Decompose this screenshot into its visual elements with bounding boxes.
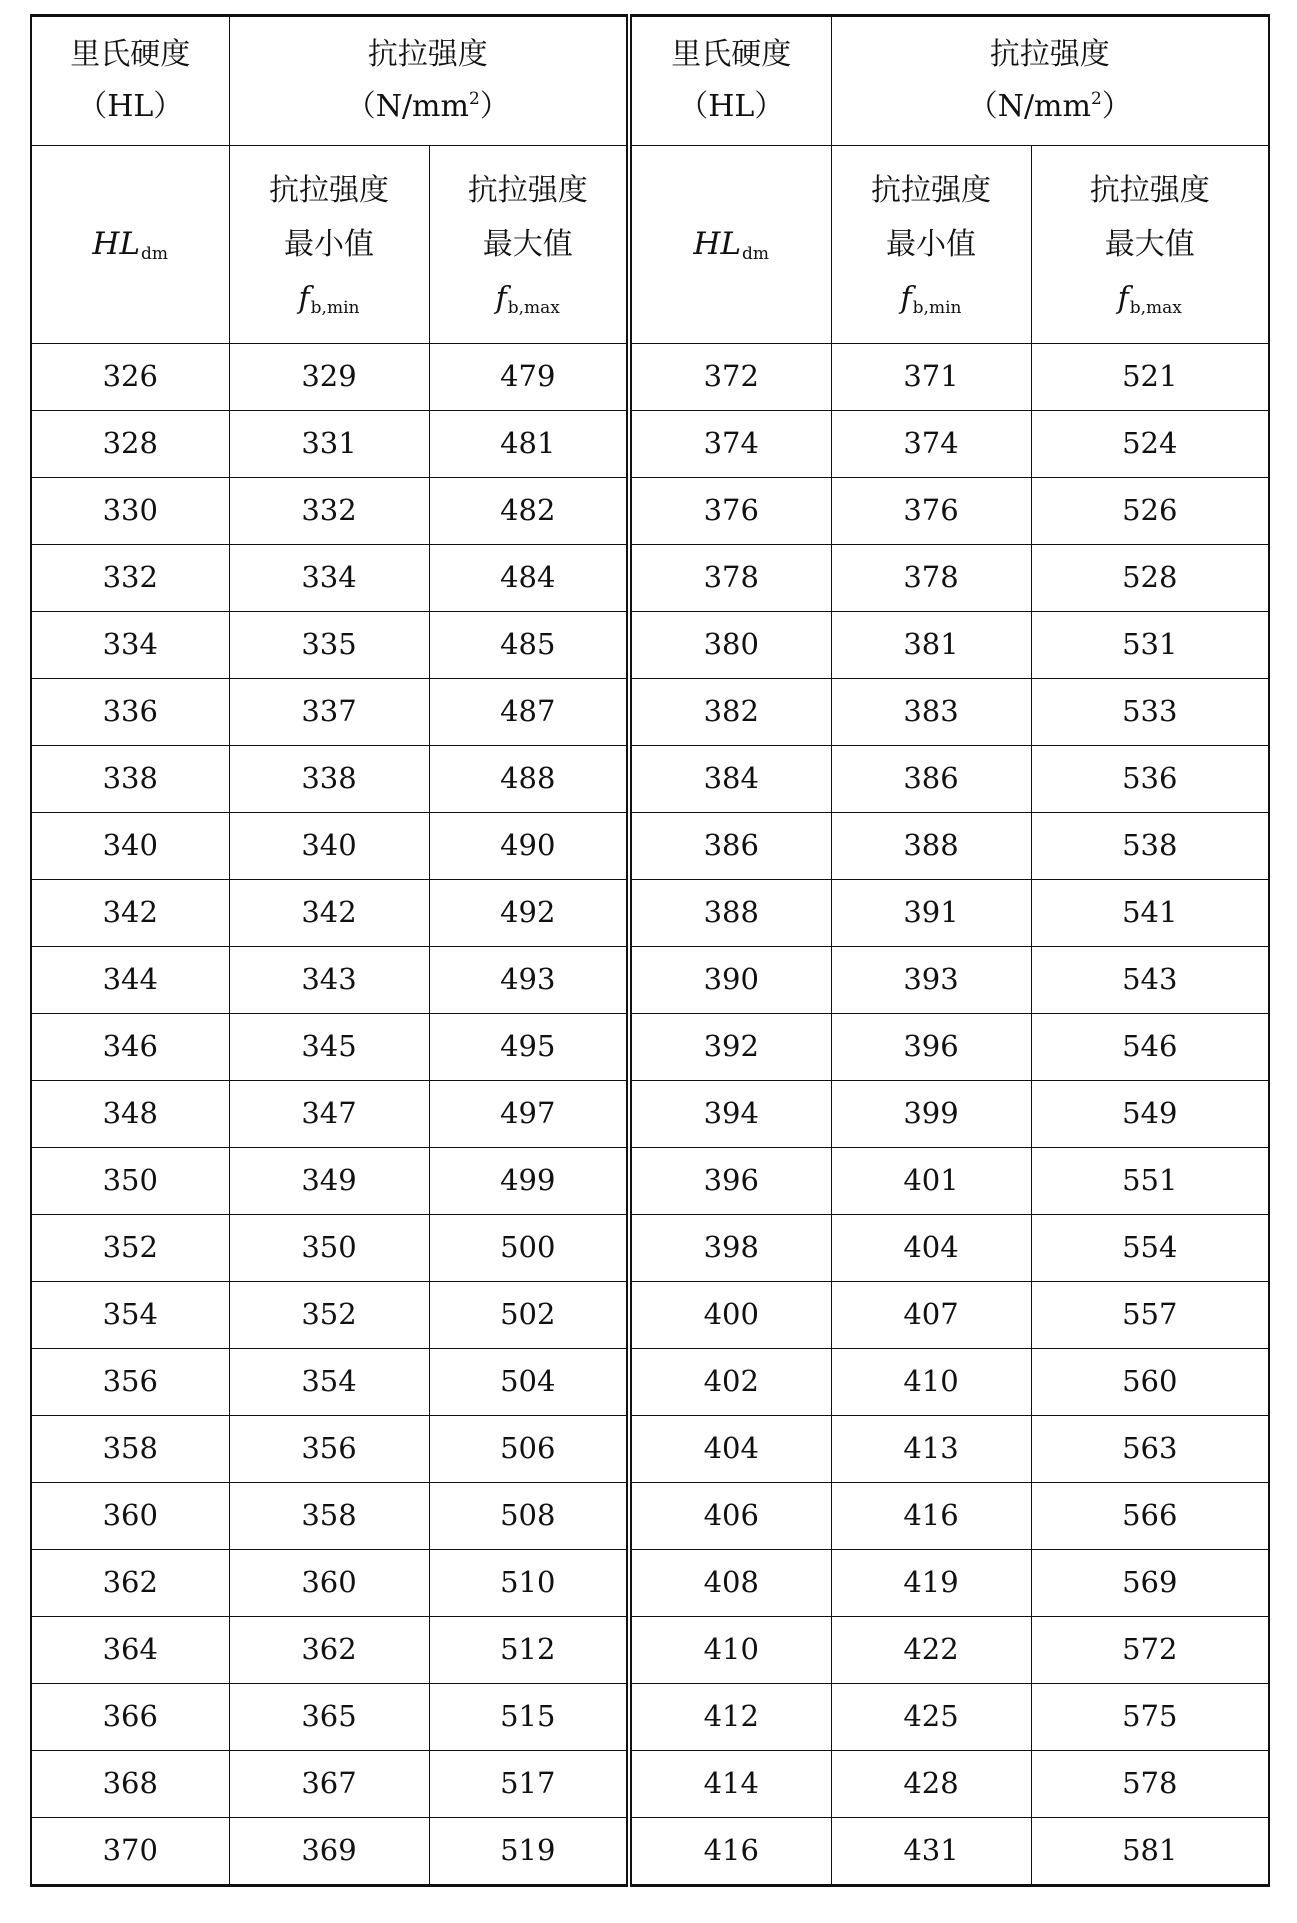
cell-min-right: 422 (831, 1617, 1031, 1684)
cell-hl-left: 330 (31, 478, 229, 545)
min-line2-left: 最小值 (284, 226, 374, 262)
hardness-strength-table (30, 14, 1270, 1887)
cell-max-right: 578 (1031, 1751, 1269, 1818)
cell-hl-left: 326 (31, 344, 229, 411)
cell-min-left: 332 (229, 478, 429, 545)
table-row (31, 813, 1269, 880)
cell-max-right: 526 (1031, 478, 1269, 545)
cell-max-right: 531 (1031, 612, 1269, 679)
header-hardness-left (31, 16, 229, 146)
table-row (31, 411, 1269, 478)
cell-min-left: 369 (229, 1818, 429, 1886)
cell-hl-right: 392 (629, 1014, 831, 1081)
cell-min-left: 334 (229, 545, 429, 612)
cell-hl-right: 400 (629, 1282, 831, 1349)
min-line1-left: 抗拉强度 (269, 172, 389, 208)
cell-max-left: 500 (429, 1215, 629, 1282)
min-symbol-line-right (832, 272, 1031, 326)
cell-max-right: 536 (1031, 746, 1269, 813)
max-symbol-right: f (1117, 280, 1129, 316)
cell-max-right: 533 (1031, 679, 1269, 746)
subheader-max-left (429, 146, 629, 344)
table-row (31, 1282, 1269, 1349)
cell-min-left: 343 (229, 947, 429, 1014)
cell-hl-right: 408 (629, 1550, 831, 1617)
cell-hl-left: 346 (31, 1014, 229, 1081)
cell-max-right: 575 (1031, 1684, 1269, 1751)
cell-hl-right: 402 (629, 1349, 831, 1416)
cell-max-right: 543 (1031, 947, 1269, 1014)
cell-max-right: 528 (1031, 545, 1269, 612)
cell-hl-left: 360 (31, 1483, 229, 1550)
cell-hl-right: 398 (629, 1215, 831, 1282)
cell-min-left: 329 (229, 344, 429, 411)
cell-max-right: 566 (1031, 1483, 1269, 1550)
max-subscript-left: b,max (507, 297, 560, 318)
table-body (31, 16, 1269, 1886)
cell-min-right: 393 (831, 947, 1031, 1014)
min-line2-right: 最小值 (886, 226, 976, 262)
max-line1-right: 抗拉强度 (1089, 172, 1210, 208)
cell-min-left: 342 (229, 880, 429, 947)
cell-hl-right: 372 (629, 344, 831, 411)
cell-max-left: 490 (429, 813, 629, 880)
cell-max-left: 519 (429, 1818, 629, 1886)
cell-min-right: 407 (831, 1282, 1031, 1349)
table-row (31, 344, 1269, 411)
hl-symbol-right: HL (693, 225, 742, 262)
strength-unit-right (832, 81, 1269, 134)
cell-min-left: 367 (229, 1751, 429, 1818)
cell-hl-left: 328 (31, 411, 229, 478)
cell-min-left: 360 (229, 1550, 429, 1617)
cell-min-right: 404 (831, 1215, 1031, 1282)
max-line2-left: 最大值 (482, 226, 573, 262)
cell-min-right: 413 (831, 1416, 1031, 1483)
cell-hl-left: 370 (31, 1818, 229, 1886)
cell-max-left: 495 (429, 1014, 629, 1081)
cell-min-right: 371 (831, 344, 1031, 411)
table-row (31, 1818, 1269, 1886)
table-row (31, 746, 1269, 813)
cell-max-right: 557 (1031, 1282, 1269, 1349)
min-subscript-left: b,min (310, 297, 360, 318)
table-row (31, 1617, 1269, 1684)
cell-hl-right: 388 (629, 880, 831, 947)
cell-max-left: 484 (429, 545, 629, 612)
cell-max-right: 541 (1031, 880, 1269, 947)
cell-hl-right: 396 (629, 1148, 831, 1215)
cell-min-left: 340 (229, 813, 429, 880)
cell-hl-left: 344 (31, 947, 229, 1014)
max-symbol-line-right (1032, 272, 1269, 326)
cell-min-right: 381 (831, 612, 1031, 679)
max-line1-left: 抗拉强度 (467, 172, 588, 208)
cell-hl-left: 356 (31, 1349, 229, 1416)
cell-min-right: 419 (831, 1550, 1031, 1617)
subheader-hl-right (629, 146, 831, 344)
table-row (31, 1148, 1269, 1215)
cell-hl-right: 390 (629, 947, 831, 1014)
cell-min-right: 410 (831, 1349, 1031, 1416)
cell-min-right: 431 (831, 1818, 1031, 1886)
cell-max-left: 508 (429, 1483, 629, 1550)
cell-hl-right: 384 (629, 746, 831, 813)
cell-hl-left: 336 (31, 679, 229, 746)
cell-min-left: 337 (229, 679, 429, 746)
cell-hl-left: 348 (31, 1081, 229, 1148)
cell-min-left: 354 (229, 1349, 429, 1416)
strength-unit-power-right: 2 (1090, 89, 1102, 109)
cell-max-right: 563 (1031, 1416, 1269, 1483)
header-strength-right (831, 16, 1269, 146)
hardness-unit-right: （HL） (678, 89, 785, 124)
cell-min-left: 356 (229, 1416, 429, 1483)
cell-min-right: 416 (831, 1483, 1031, 1550)
header-row-units (31, 16, 1269, 146)
max-line2-right: 最大值 (1104, 226, 1195, 262)
max-subscript-right: b,max (1129, 297, 1182, 318)
cell-max-left: 515 (429, 1684, 629, 1751)
cell-hl-right: 376 (629, 478, 831, 545)
cell-max-right: 560 (1031, 1349, 1269, 1416)
cell-hl-right: 416 (629, 1818, 831, 1886)
hardness-strength-table-container (30, 14, 1268, 1887)
max-symbol-line-left (430, 272, 627, 326)
strength-unit-suffix-right: ） (1101, 89, 1132, 124)
cell-min-right: 399 (831, 1081, 1031, 1148)
table-row (31, 1684, 1269, 1751)
cell-max-right: 569 (1031, 1550, 1269, 1617)
table-row (31, 1416, 1269, 1483)
cell-hl-right: 406 (629, 1483, 831, 1550)
strength-title-left: 抗拉强度 (367, 36, 488, 72)
min-symbol-right: f (900, 280, 912, 316)
cell-min-right: 396 (831, 1014, 1031, 1081)
cell-min-right: 391 (831, 880, 1031, 947)
cell-max-right: 549 (1031, 1081, 1269, 1148)
cell-min-right: 425 (831, 1684, 1031, 1751)
cell-hl-right: 410 (629, 1617, 831, 1684)
header-row-columns (31, 146, 1269, 344)
cell-hl-right: 380 (629, 612, 831, 679)
table-row (31, 947, 1269, 1014)
max-symbol-left: f (495, 280, 507, 316)
min-symbol-line-left (230, 272, 429, 326)
cell-min-left: 362 (229, 1617, 429, 1684)
cell-max-right: 572 (1031, 1617, 1269, 1684)
cell-hl-right: 382 (629, 679, 831, 746)
strength-unit-suffix-left: ） (479, 89, 510, 124)
cell-max-right: 524 (1031, 411, 1269, 478)
cell-min-right: 401 (831, 1148, 1031, 1215)
cell-max-right: 581 (1031, 1818, 1269, 1886)
table-row (31, 880, 1269, 947)
cell-hl-left: 338 (31, 746, 229, 813)
cell-hl-right: 404 (629, 1416, 831, 1483)
hardness-unit-left: （HL） (77, 89, 184, 124)
cell-max-left: 512 (429, 1617, 629, 1684)
strength-unit-prefix-left: （N/mm (345, 89, 469, 124)
table-row (31, 612, 1269, 679)
cell-hl-left: 364 (31, 1617, 229, 1684)
cell-hl-right: 394 (629, 1081, 831, 1148)
cell-max-left: 479 (429, 344, 629, 411)
cell-min-left: 331 (229, 411, 429, 478)
table-row (31, 1550, 1269, 1617)
cell-hl-right: 378 (629, 545, 831, 612)
hl-subscript-right: dm (742, 243, 770, 264)
hardness-title-left: 里氏硬度 (70, 36, 191, 72)
hardness-title-right: 里氏硬度 (671, 36, 792, 72)
cell-min-right: 378 (831, 545, 1031, 612)
cell-max-right: 551 (1031, 1148, 1269, 1215)
cell-max-left: 493 (429, 947, 629, 1014)
subheader-min-right (831, 146, 1031, 344)
cell-hl-left: 366 (31, 1684, 229, 1751)
cell-max-left: 482 (429, 478, 629, 545)
strength-title-right: 抗拉强度 (989, 36, 1110, 72)
cell-min-left: 358 (229, 1483, 429, 1550)
cell-hl-left: 342 (31, 880, 229, 947)
cell-hl-right: 412 (629, 1684, 831, 1751)
table-row (31, 1751, 1269, 1818)
subheader-hl-left (31, 146, 229, 344)
strength-unit-prefix-right: （N/mm (967, 89, 1091, 124)
table-row (31, 1014, 1269, 1081)
cell-max-right: 554 (1031, 1215, 1269, 1282)
cell-max-left: 497 (429, 1081, 629, 1148)
cell-hl-left: 362 (31, 1550, 229, 1617)
cell-min-right: 376 (831, 478, 1031, 545)
cell-min-left: 365 (229, 1684, 429, 1751)
cell-min-left: 352 (229, 1282, 429, 1349)
cell-max-right: 546 (1031, 1014, 1269, 1081)
cell-hl-left: 332 (31, 545, 229, 612)
header-hardness-right (629, 16, 831, 146)
cell-hl-right: 386 (629, 813, 831, 880)
cell-hl-right: 414 (629, 1751, 831, 1818)
strength-unit-left (230, 81, 627, 134)
cell-hl-left: 368 (31, 1751, 229, 1818)
hl-symbol-left: HL (92, 225, 141, 262)
cell-min-left: 345 (229, 1014, 429, 1081)
subheader-max-right (1031, 146, 1269, 344)
cell-min-left: 349 (229, 1148, 429, 1215)
cell-min-left: 347 (229, 1081, 429, 1148)
cell-min-right: 386 (831, 746, 1031, 813)
cell-hl-right: 374 (629, 411, 831, 478)
cell-hl-left: 350 (31, 1148, 229, 1215)
header-strength-left (229, 16, 629, 146)
cell-max-left: 510 (429, 1550, 629, 1617)
min-symbol-left: f (298, 280, 310, 316)
table-row (31, 545, 1269, 612)
subheader-min-left (229, 146, 429, 344)
cell-min-right: 374 (831, 411, 1031, 478)
table-row (31, 1349, 1269, 1416)
table-row (31, 1215, 1269, 1282)
cell-hl-left: 354 (31, 1282, 229, 1349)
cell-max-right: 538 (1031, 813, 1269, 880)
table-row (31, 1483, 1269, 1550)
cell-max-left: 488 (429, 746, 629, 813)
table-row (31, 478, 1269, 545)
cell-max-left: 492 (429, 880, 629, 947)
min-line1-right: 抗拉强度 (871, 172, 991, 208)
cell-min-right: 388 (831, 813, 1031, 880)
table-row (31, 679, 1269, 746)
cell-hl-left: 358 (31, 1416, 229, 1483)
cell-hl-left: 334 (31, 612, 229, 679)
cell-max-left: 481 (429, 411, 629, 478)
cell-min-left: 338 (229, 746, 429, 813)
cell-max-right: 521 (1031, 344, 1269, 411)
cell-min-left: 335 (229, 612, 429, 679)
strength-unit-power-left: 2 (468, 89, 480, 109)
cell-max-left: 499 (429, 1148, 629, 1215)
table-row (31, 1081, 1269, 1148)
cell-min-left: 350 (229, 1215, 429, 1282)
cell-max-left: 506 (429, 1416, 629, 1483)
cell-max-left: 504 (429, 1349, 629, 1416)
cell-min-right: 428 (831, 1751, 1031, 1818)
cell-hl-left: 352 (31, 1215, 229, 1282)
min-subscript-right: b,min (912, 297, 962, 318)
cell-max-left: 502 (429, 1282, 629, 1349)
hl-subscript-left: dm (141, 243, 169, 264)
cell-min-right: 383 (831, 679, 1031, 746)
cell-hl-left: 340 (31, 813, 229, 880)
cell-max-left: 517 (429, 1751, 629, 1818)
cell-max-left: 485 (429, 612, 629, 679)
cell-max-left: 487 (429, 679, 629, 746)
